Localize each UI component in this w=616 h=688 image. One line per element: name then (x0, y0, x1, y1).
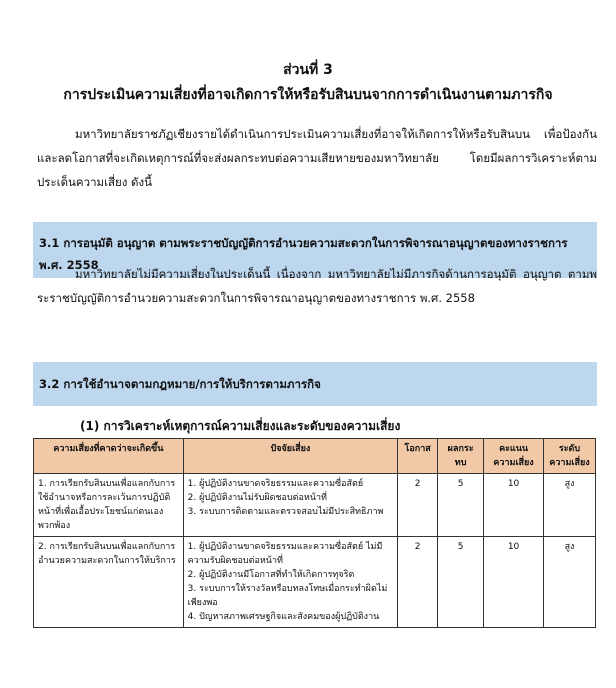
factor-item: 1. ผู้ปฏิบัติงานขาดจริยธรรมและความซื่อสัตย์ ไม่มีความรับผิดชอบต่อหน้าที่ (187, 542, 383, 566)
factor-item: 4. ปัญหาสภาพเศรษฐกิจและสังคมของผู้ปฏิบัติงาน (187, 612, 380, 622)
section-3-1-heading: 3.1 การอนุมัติ อนุญาต ตามพระราชบัญญัติการอำนวยความสะดวกในการพิจารณาอนุญาตของทางราชการ พ.ศ. 2558 (33, 222, 597, 278)
intro-text: มหาวิทยาลัยราชภัฏเชียงรายได้ดำเนินการประเมินความเสี่ยงที่อาจให้เกิดการให้หรือรับสินบน เพื่อป้องกันและลดโอกาสที่จะเกิดเหตุการณ์ที่จะส่งผลกระทบต่อความเสียหายของมหาวิทยาลัย โดยมีผลการวิเคราะห์ตามประเด็นความเสี่ยง ดังนี้ (37, 127, 597, 189)
factor-item: 2. ผู้ปฏิบัติงานไม่รับผิดชอบต่อหน้าที่ (187, 493, 327, 503)
factor-item: 3. ระบบการให้รางวัลหรือบทลงโทษเมื่อกระทำผิดไม่เพียงพอ (187, 584, 388, 608)
risk-cell: 1. การเรียกรับสินบนเพื่อแลกกับการใช้อำนาจหรือการละเว้นการปฏิบัติหน้าที่เพื่อเอื้อประโยชน์แก่ตนเองพวกพ้อง (34, 474, 184, 537)
factor-item: 1. ผู้ปฏิบัติงานขาดจริยธรรมและความซื่อสัตย์ (187, 479, 364, 489)
factor-cell (183, 474, 398, 537)
section-number: ส่วนที่ 3 (283, 62, 333, 78)
risk-table (33, 438, 596, 628)
table-row (34, 537, 596, 628)
header-level: ระดับความเสี่ยง (544, 439, 596, 474)
chance-cell: 2 (398, 474, 438, 537)
factor-cell (183, 537, 398, 628)
header-risk: ความเสี่ยงที่คาดว่าจะเกิดขึ้น (34, 439, 184, 474)
impact-cell: 5 (438, 474, 484, 537)
score-cell: 10 (484, 474, 544, 537)
table-row (34, 474, 596, 537)
section-3-1-body (37, 262, 597, 310)
header-chance: โอกาส (398, 439, 438, 474)
chance-cell: 2 (398, 537, 438, 628)
header-score: คะแนนความเสี่ยง (484, 439, 544, 474)
section-3-2-heading: 3.2 การใช้อำนาจตามกฎหมาย/การให้บริการตามภารกิจ (33, 362, 597, 406)
header-factor: ปัจจัยเสี่ยง (183, 439, 398, 474)
section-title: การประเมินความเสี่ยงที่อาจเกิดการให้หรือรับสินบนจากการดำเนินงานตามภารกิจ (63, 87, 553, 103)
level-cell: สูง (544, 474, 596, 537)
intro-paragraph (37, 122, 597, 194)
impact-cell: 5 (438, 537, 484, 628)
risk-cell: 2. การเรียกรับสินบนเพื่อแลกกับการอำนวยความสะดวกในการให้บริการ (34, 537, 184, 628)
section-3-1-text: มหาวิทยาลัยไม่มีความเสี่ยงในประเด็นนี้ เนื่องจาก มหาวิทยาลัยไม่มีภารกิจด้านการอนุมัติ อนุญาต ตามพระราชบัญญัติการอำนวยความสะดวกในการพิจารณาอนุญาตของทางราชการ พ.ศ. 2558 (37, 267, 597, 305)
header-impact: ผลกระทบ (438, 439, 484, 474)
factor-item: 2. ผู้ปฏิบัติงานมีโอกาสที่ทำให้เกิดการทุจริต (187, 570, 355, 580)
risk-analysis-subheading: (1) การวิเคราะห์เหตุการณ์ความเสี่ยงและระดับของความเสี่ยง (80, 419, 401, 433)
score-cell: 10 (484, 537, 544, 628)
factor-item: 3. ระบบการติดตามและตรวจสอบไม่มีประสิทธิภาพ (187, 507, 384, 517)
risk-table-header (34, 439, 596, 474)
level-cell: สูง (544, 537, 596, 628)
